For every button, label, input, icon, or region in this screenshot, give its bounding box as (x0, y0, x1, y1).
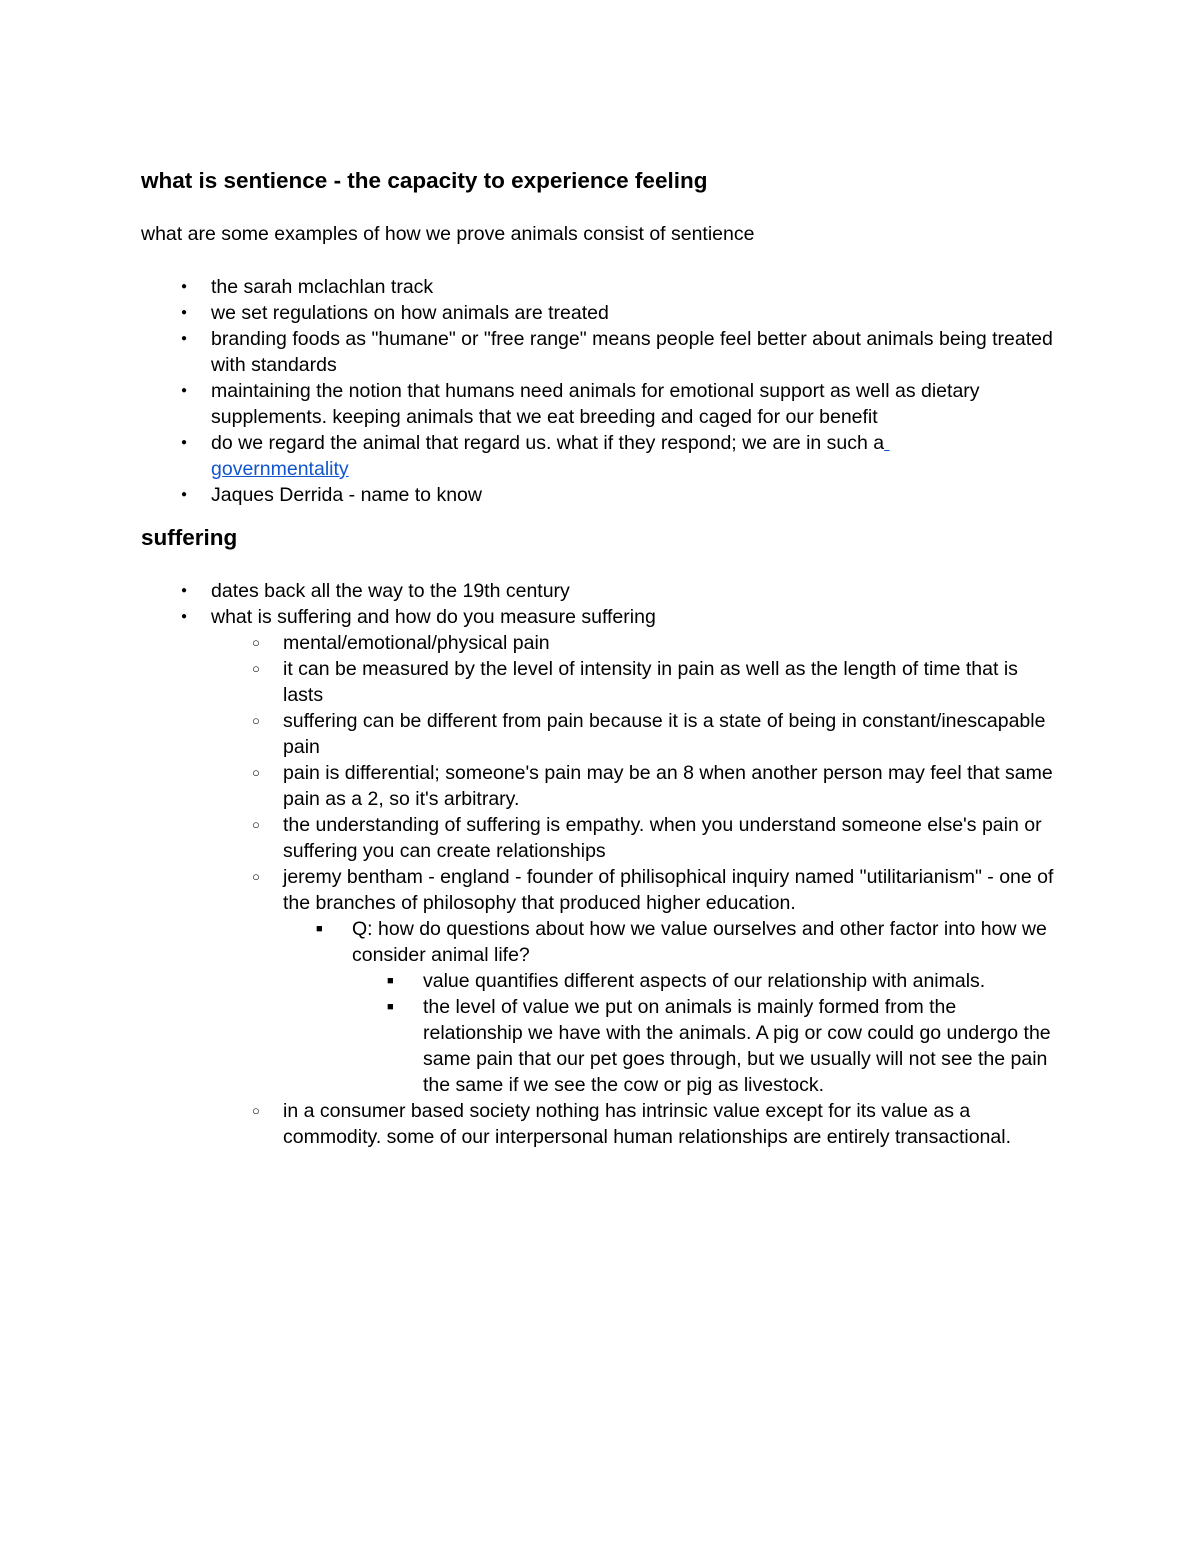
list-item (141, 916, 1059, 968)
list-item-text: it can be measured by the level of intensity in pain as well as the length of time that is lasts (283, 658, 1018, 706)
list-item-text: pain is differential; someone's pain may be an 8 when another person may feel that same pain as a 2, so it's arbitrary. (283, 762, 1053, 810)
list-item (141, 812, 1059, 864)
list-item (141, 578, 1059, 604)
intro-paragraph: what are some examples of how we prove animals consist of sentience (141, 223, 755, 245)
bullet-disc-icon: ● (181, 333, 188, 344)
list-item-text: mental/emotional/physical pain (283, 632, 550, 654)
list-item (141, 604, 1059, 630)
list-item-text: value quantifies different aspects of our relationship with animals. (423, 970, 986, 992)
list-item-text: Jaques Derrida - name to know (211, 484, 482, 506)
bullet-disc-icon: ● (181, 385, 188, 396)
list-item (141, 760, 1059, 812)
list-item-text: dates back all the way to the 19th century (211, 580, 570, 602)
list-item-text: branding foods as "humane" or "free range" means people feel better about animals being treated with standards (211, 328, 1053, 376)
list-item-text: suffering can be different from pain because it is a state of being in constant/inescapable pain (283, 710, 1046, 758)
list-item-text: we set regulations on how animals are treated (211, 302, 609, 324)
list-item-text: do we regard the animal that regard us. what if they respond; we are in such a (211, 432, 885, 454)
list-item (141, 326, 1059, 378)
list-item-text: Q: how do questions about how we value ourselves and other factor into how we consider animal life? (352, 918, 1047, 966)
bullet-circle-icon: ○ (252, 1103, 260, 1118)
list-item-text: the understanding of suffering is empathy. when you understand someone else's pain or suffering you can create relationships (283, 814, 1042, 862)
bullet-square-icon: ■ (387, 975, 394, 987)
list-item (141, 968, 1059, 994)
list-item (141, 300, 1059, 326)
governmentality-link[interactable]: governmentality (211, 458, 349, 480)
list-item (141, 656, 1059, 708)
list-item-text: in a consumer based society nothing has intrinsic value except for its value as a commodity. some of our interpersonal human relationships are entirely transactional. (283, 1100, 1011, 1148)
bullet-disc-icon: ● (181, 585, 188, 596)
bullet-circle-icon: ○ (252, 713, 260, 728)
list-item (141, 864, 1059, 916)
list-item (141, 994, 1059, 1098)
bullet-disc-icon: ● (181, 437, 188, 448)
bullet-circle-icon: ○ (252, 869, 260, 884)
bullet-circle-icon: ○ (252, 635, 260, 650)
bullet-circle-icon: ○ (252, 765, 260, 780)
list-item (141, 630, 1059, 656)
list-item (141, 378, 1059, 430)
bullet-disc-icon: ● (181, 281, 188, 292)
heading-suffering: suffering (141, 525, 238, 550)
bullet-disc-icon: ● (181, 611, 188, 622)
bullet-square-icon: ■ (387, 1001, 394, 1013)
list-item (141, 274, 1059, 300)
list-item (141, 708, 1059, 760)
list-item-text: the level of value we put on animals is mainly formed from the relationship we have with the animals. A pig or cow could go undergo the same pain that our pet goes through, but we usually will not see the pain the same if we see the cow or pig as livestock. (423, 996, 1051, 1096)
bullet-square-icon: ■ (316, 923, 323, 935)
list-item (141, 1098, 1059, 1150)
list-item-text: what is suffering and how do you measure suffering (211, 606, 656, 628)
bullet-circle-icon: ○ (252, 817, 260, 832)
sentience-list (141, 274, 1059, 508)
bullet-circle-icon: ○ (252, 661, 260, 676)
link-underline-space[interactable] (884, 432, 889, 454)
list-item (141, 430, 1059, 482)
heading-sentience: what is sentience - the capacity to experience feeling (141, 168, 708, 193)
list-item-text: maintaining the notion that humans need animals for emotional support as well as dietary supplements. keeping animals that we eat breeding and caged for our benefit (211, 380, 980, 428)
bullet-disc-icon: ● (181, 307, 188, 318)
bullet-disc-icon: ● (181, 489, 188, 500)
list-item-text: jeremy bentham - england - founder of philisophical inquiry named "utilitarianism" - one of the branches of philosophy that produced higher education. (283, 866, 1054, 914)
list-item (141, 482, 1059, 508)
list-item-text: the sarah mclachlan track (211, 276, 434, 298)
suffering-list (141, 578, 1059, 1150)
